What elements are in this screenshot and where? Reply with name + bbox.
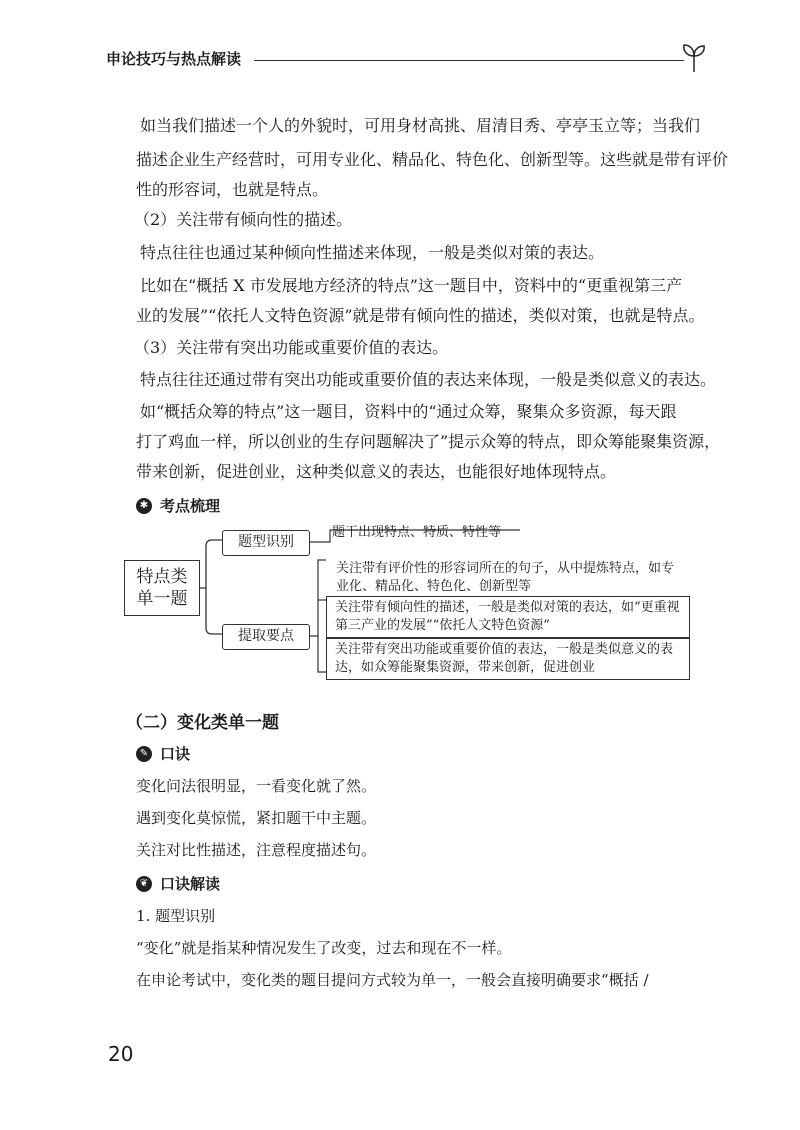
- paragraph-line: 在申论考试中，变化类的题目提问方式较为单一，一般会直接明确要求“概括 /: [136, 971, 649, 989]
- koujue-heading: [136, 743, 190, 764]
- koujue-label: 口诀: [160, 745, 191, 763]
- badge-icon: ✎: [136, 746, 152, 762]
- extract-item-box: [326, 638, 690, 680]
- root-node: 特点类 单一题: [124, 560, 200, 616]
- koujue-jiedu-heading: [136, 873, 220, 894]
- running-header-title: 申论技巧与热点解读: [106, 50, 242, 68]
- page-number: 20: [108, 1042, 134, 1066]
- koujue-line: 变化问法很明显，一看变化就了然。: [136, 777, 377, 795]
- extract-item: 关注带有突出功能或重要价值的表达，一般是类似意义的表达，如众筹能聚集资源，带来创新，促进创业: [335, 642, 674, 675]
- paragraph-line: （2）关注带有倾向性的描述。: [134, 210, 353, 229]
- extract-item: 关注带有倾向性的描述，一般是类似对策的表达，如“更重视第三产业的发展”“依托人文特色资源”: [335, 600, 680, 633]
- paragraph-line: 如“概括众筹的特点”这一题目，资料中的“通过众筹，聚集众多资源，每天跟: [140, 402, 677, 421]
- paragraph-line: 性的形容词，也就是特点。: [136, 180, 329, 199]
- node-extract-points: 提取要点: [222, 624, 310, 650]
- paragraph-line: 比如在“概括 X 市发展地方经济的特点”这一题目中，资料中的“更重视第三产: [140, 276, 683, 295]
- paragraph-line: “变化”就是指某种情况发生了改变，过去和现在不一样。: [136, 939, 512, 957]
- kaodian-label: 考点梳理: [160, 497, 221, 515]
- paragraph-line: 如当我们描述一个人的外貌时，可用身材高挑、眉清目秀、亭亭玉立等；当我们: [140, 116, 701, 135]
- node-question-type: 题型识别: [222, 530, 310, 556]
- paragraph-line: 打了鸡血一样，所以创业的生存问题解决了”提示众筹的特点，即众筹能聚集资源，: [136, 432, 721, 451]
- paragraph-line: 带来创新，促进创业，这种类似意义的表达，也能很好地体现特点。: [136, 462, 617, 481]
- node1-description: 题干出现特点、特质、特性等: [332, 525, 502, 540]
- section-title: （二）变化类单一题: [126, 713, 279, 733]
- koujue-line: 关注对比性描述，注意程度描述句。: [136, 841, 377, 859]
- koujue-line: 遇到变化莫惊慌，紧扣题干中主题。: [136, 809, 377, 827]
- extract-item: 关注带有评价性的形容词所在的句子，从中提炼特点，如专业化、精品化、特色化、创新型等: [336, 561, 675, 594]
- koujue-jiedu-label: 口诀解读: [160, 875, 221, 893]
- subheading: 1. 题型识别: [136, 907, 216, 925]
- paragraph-line: 描述企业生产经营时，可用专业化、精品化、特色化、创新型等。这些就是带有评价: [136, 150, 729, 169]
- paragraph-line: （3）关注带有突出功能或重要价值的表达。: [134, 338, 449, 357]
- paragraph-line: 特点往往还通过带有突出功能或重要价值的表达来体现，一般是类似意义的表达。: [140, 370, 717, 389]
- extract-item-box: [326, 596, 690, 638]
- paragraph-line: 特点往往也通过某种倾向性描述来体现，一般是类似对策的表达。: [140, 243, 605, 262]
- paragraph-line: 业的发展”“依托人文特色资源”就是带有倾向性的描述，类似对策，也就是特点。: [136, 306, 705, 325]
- sprout-badge-icon: ❦: [136, 876, 152, 892]
- gear-icon: ✱: [136, 498, 152, 514]
